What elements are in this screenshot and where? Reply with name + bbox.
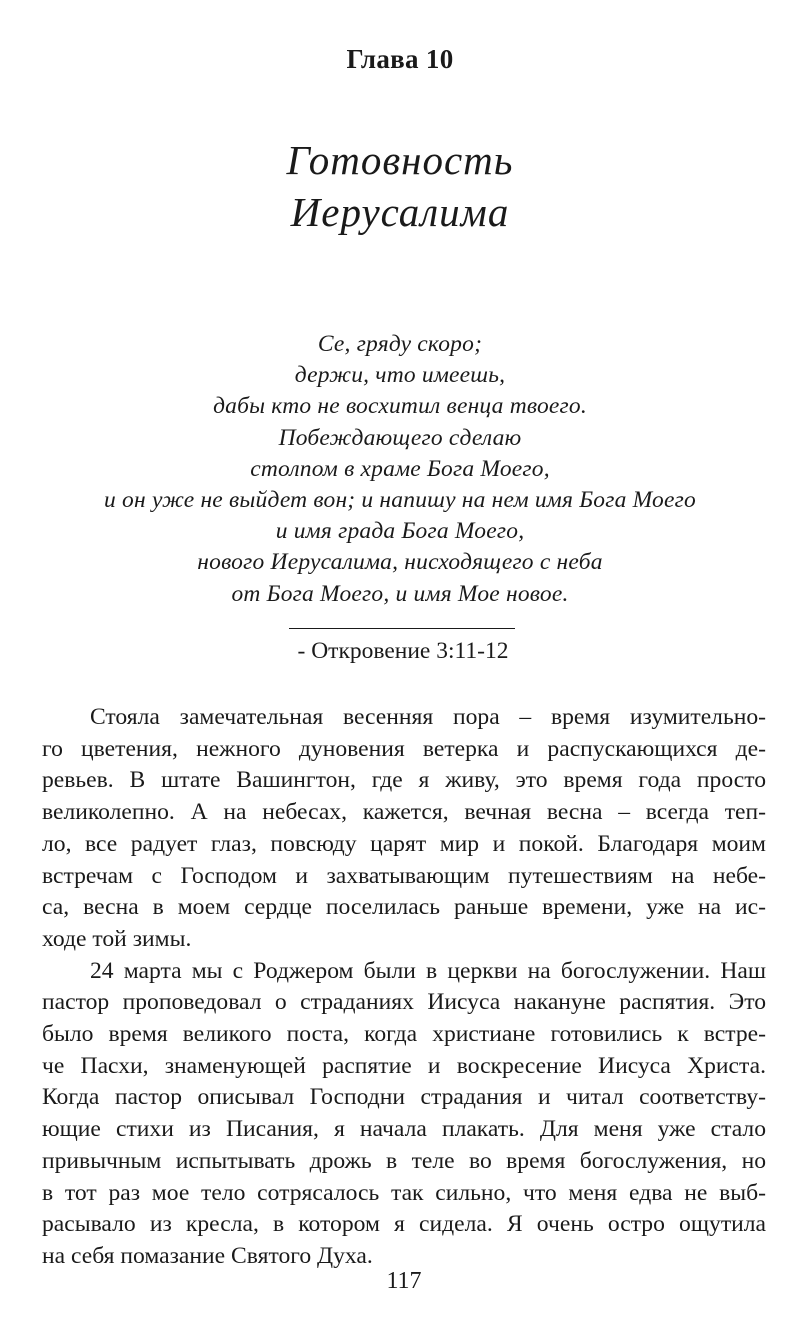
text-line: ревьев. В штате Вашингтон, где я живу, это время года просто bbox=[42, 767, 766, 794]
epigraph-line: Се, гряду скоро; bbox=[317, 331, 483, 357]
body-text bbox=[42, 702, 766, 1273]
text-line: са, весна в моем сердце поселилась раньше времени, уже на ис- bbox=[42, 894, 766, 921]
text-line: великолепно. А на небесах, кажется, вечная весна – всегда теп- bbox=[42, 799, 766, 826]
chapter-title-line: Готовность bbox=[286, 137, 514, 183]
text-line: ло, все радует глаз, повсюду царят мир и покой. Благодаря моим bbox=[42, 830, 766, 857]
epigraph-line: Побеждающего сделаю bbox=[278, 424, 522, 451]
text-line: на себя помазание Святого Духа. bbox=[42, 1242, 373, 1269]
text-line: было время великого поста, когда христиане готовились к встре- bbox=[42, 1021, 766, 1048]
epigraph-line: нового Иерусалима, нисходящего с неба bbox=[197, 549, 603, 576]
epigraph bbox=[0, 329, 800, 610]
epigraph-line: и он уже не выйдет вон; и напишу на нем имя Бога Моего bbox=[104, 487, 696, 514]
text-line: Стояла замечательная весенняя пора – время изумительно- bbox=[90, 704, 766, 730]
epigraph-line: и имя града Бога Моего, bbox=[275, 518, 525, 545]
text-line: 24 марта мы с Роджером были в церкви на богослужении. Наш bbox=[90, 957, 766, 984]
text-line: го цветения, нежного дуновения ветерка и распускающихся де- bbox=[42, 735, 766, 762]
text-line: ходе той зимы. bbox=[42, 925, 192, 952]
epigraph-line: от Бога Моего, и имя Мое новое. bbox=[231, 580, 569, 607]
text-line: встречам с Господом и захватывающим путешествиям на небе- bbox=[42, 862, 766, 889]
text-line: пастор проповедовал о страданиях Иисуса накануне распятия. Это bbox=[42, 989, 766, 1016]
text-line: расывало из кресла, в котором я сидела. Я очень остро ощутила bbox=[42, 1211, 766, 1238]
paragraph bbox=[42, 956, 766, 1273]
chapter-title bbox=[0, 134, 800, 238]
epigraph-line: столпом в храме Бога Моего, bbox=[250, 455, 550, 482]
text-line: в тот раз мое тело сотрясалось так сильно, что меня едва не выб- bbox=[42, 1179, 766, 1206]
epigraph-source: - Откровение 3:11-12 bbox=[297, 638, 509, 664]
text-line: привычным испытывать дрожь в теле во время богослужения, но bbox=[42, 1147, 766, 1174]
epigraph-line: дабы кто не восхитил венца твоего. bbox=[213, 393, 587, 420]
text-line: че Пасхи, знаменующей распятие и воскресение Иисуса Христа. bbox=[42, 1052, 766, 1079]
page-number: 117 bbox=[386, 1268, 422, 1294]
text-line: ющие стихи из Писания, я начала плакать. Для меня уже стало bbox=[42, 1116, 766, 1143]
text-line: Когда пастор описывал Господни страдания и читал соответству- bbox=[42, 1084, 766, 1111]
epigraph-divider bbox=[289, 628, 515, 629]
chapter-title-line: Иерусалима bbox=[290, 189, 510, 235]
epigraph-line: держи, что имеешь, bbox=[294, 362, 506, 389]
paragraph bbox=[42, 702, 766, 956]
chapter-number: Глава 10 bbox=[346, 44, 454, 74]
